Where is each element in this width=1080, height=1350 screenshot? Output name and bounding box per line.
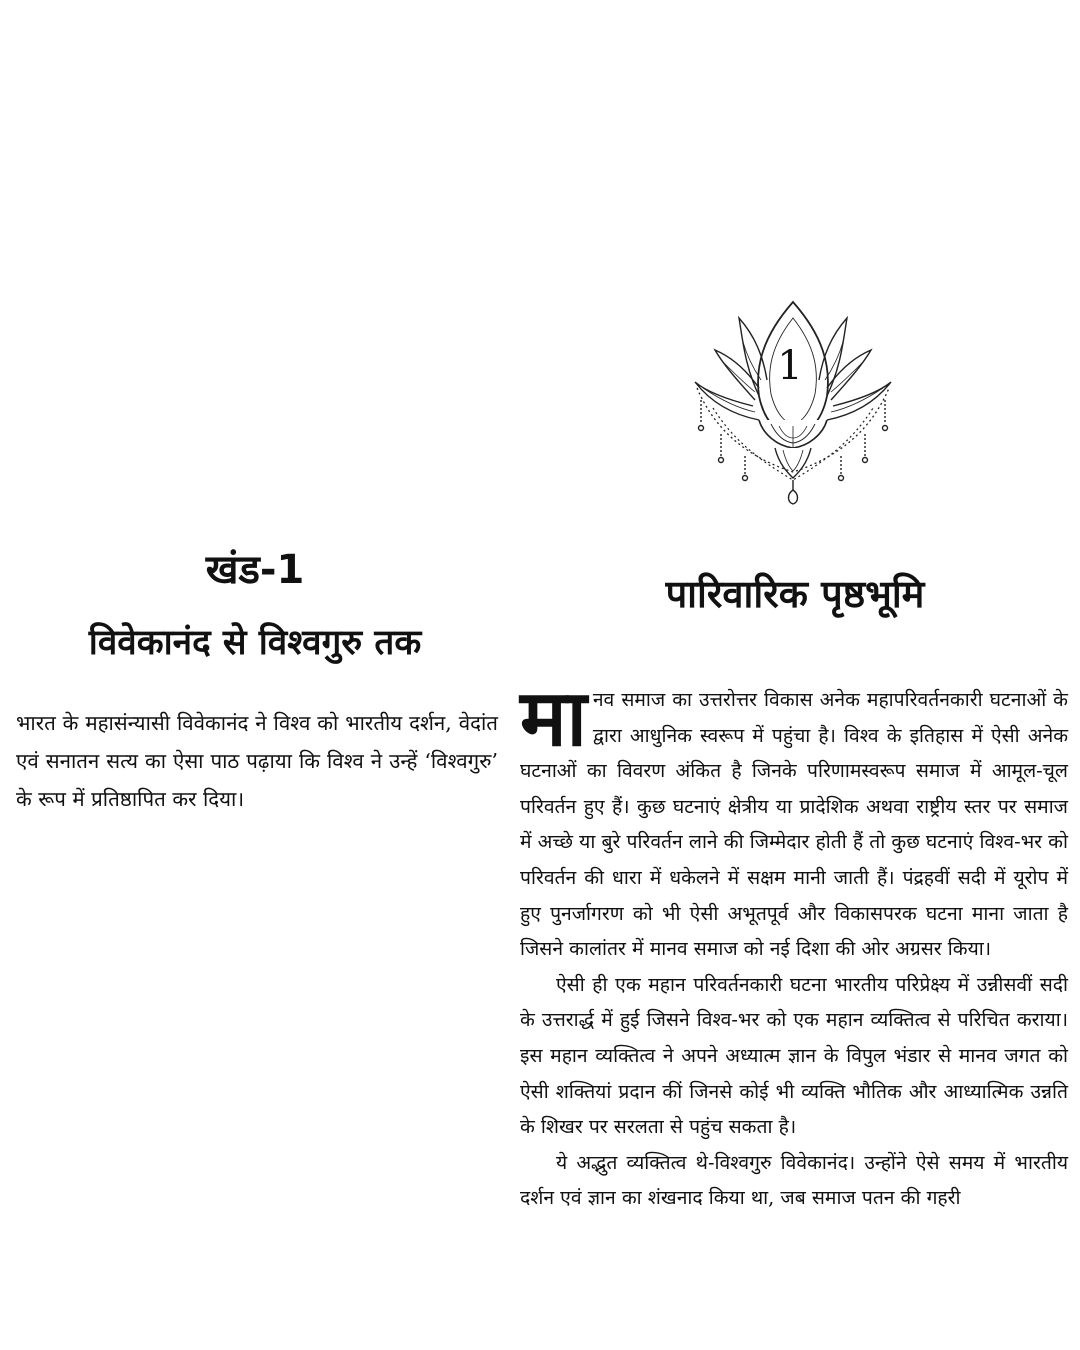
chapter-body xyxy=(520,674,1068,1216)
drop-cap: मा xyxy=(520,674,587,764)
chapter-number: 1 xyxy=(777,343,803,389)
section-label: खंड-1 xyxy=(205,547,305,593)
section-intro: भारत के महासंन्यासी विवेकानंद ने विश्व को भारतीय दर्शन, वेदांत एवं सनातन सत्य का ऐसा पाठ पढ़ाया कि विश्व ने उन्हें ‘विश्वगुरु’ के रूप में प्रतिष्ठापित कर दिया। xyxy=(16,711,498,811)
lotus-ornament-icon xyxy=(693,296,893,506)
paragraph-2: ऐसी ही एक महान परिवर्तनकारी घटना भारतीय परिप्रेक्ष्य में उन्नीसवीं सदी के उत्तरार्द्ध में हुई जिसने विश्व-भर को एक महान व्यक्तित्व से परिचित कराया। इस महान व्यक्तित्व ने अपने अध्यात्म ज्ञान के विपुल भंडार से मानव जगत को ऐसी शक्तियां प्रदान कीं जिनसे कोई भी व्यक्ति भौतिक और आध्यात्मिक उन्नति के शिखर पर सरलता से पहुंच सकता है। xyxy=(520,972,1068,1139)
chapter-title: पारिवारिक पृष्ठभूमि xyxy=(665,572,925,616)
left-page xyxy=(0,0,510,1350)
paragraph-1-text: नव समाज का उत्तरोत्तर विकास अनेक महापरिवर्तनकारी घटनाओं के द्वारा आधुनिक स्वरूप में पहुंचा है। विश्व के इतिहास में ऐसी अनेक घटनाओं का विवरण अंकित है जिनके परिणामस्वरूप समाज में आमूल-चूल परिवर्तन हुए हैं। कुछ घटनाएं क्षेत्रीय या प्रादेशिक अथवा राष्ट्रीय स्तर पर समाज में अच्छे या बुरे परिवर्तन लाने की जिम्मेदार होती हैं तो कुछ घटनाएं विश्व-भर को परिवर्तन की धारा में धकेलने में सक्षम मानी जाती हैं। पंद्रहवीं सदी में यूरोप में हुए पुनर्जागरण को भी ऐसी अभूतपूर्व और विकासपरक घटना माना जाता है जिसने कालांतर में मानव समाज को नई दिशा की ओर अग्रसर किया। xyxy=(520,688,1068,961)
paragraph-3: ये अद्भुत व्यक्तित्व थे-विश्वगुरु विवेकानंद। उन्होंने ऐसे समय में भारतीय दर्शन एवं ज्ञान का शंखनाद किया था, जब समाज पतन की गहरी xyxy=(520,1150,1068,1210)
paragraph-1 xyxy=(520,674,1068,967)
section-title: विवेकानंद से विश्वगुरु तक xyxy=(88,623,422,663)
right-page xyxy=(510,0,1080,1350)
